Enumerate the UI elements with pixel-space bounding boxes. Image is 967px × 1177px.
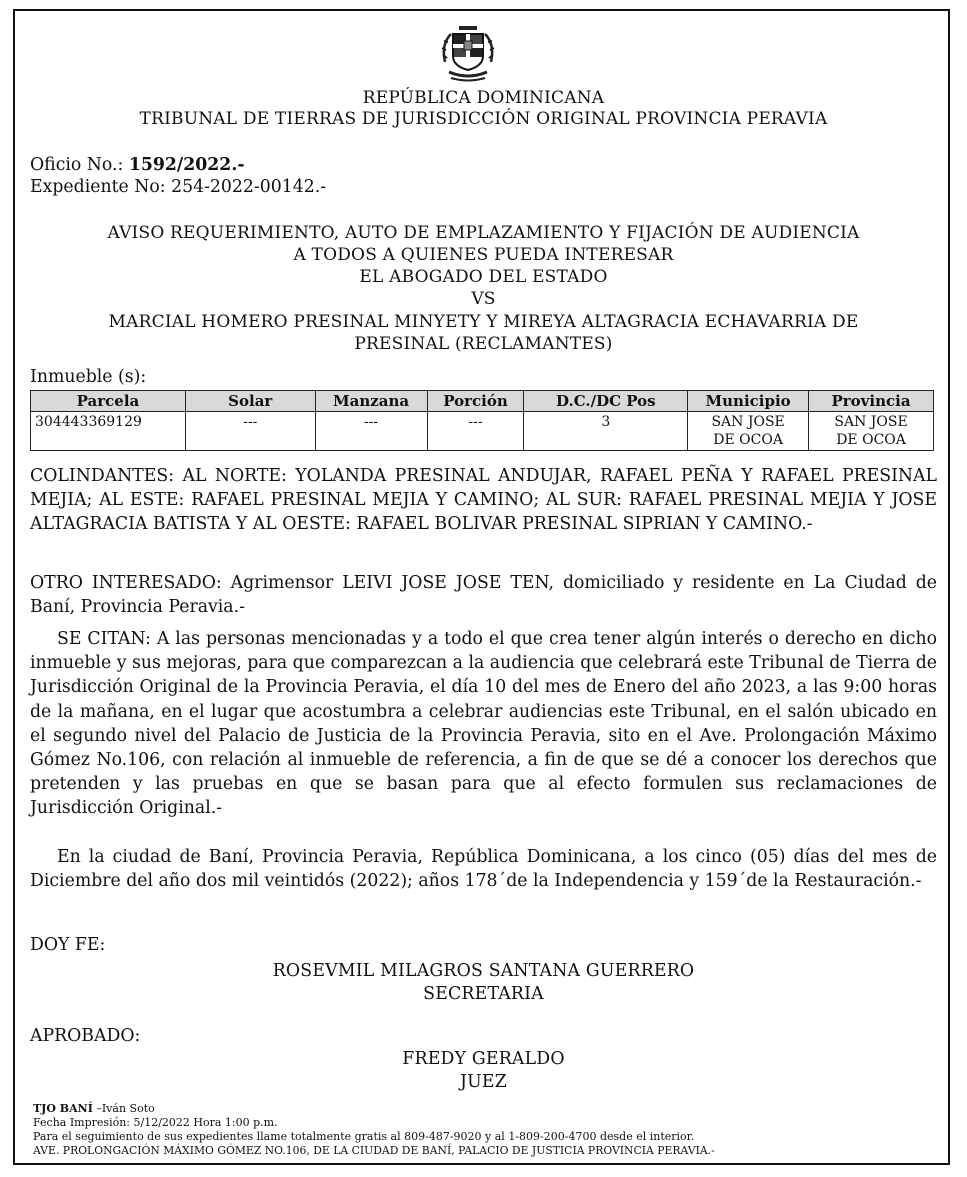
- coat-of-arms-icon: [437, 22, 499, 84]
- title-line-4: VS: [471, 289, 496, 309]
- table-header: Porción: [427, 391, 524, 412]
- oficio-number: 1592/2022.-: [128, 155, 245, 175]
- porcion-cell: ---: [427, 412, 524, 451]
- secretaria-role: SECRETARIA: [423, 984, 544, 1004]
- table-header: D.C./DC Pos: [524, 391, 688, 412]
- provincia-line-2: DE OCOA: [836, 432, 906, 448]
- municipio-cell: [688, 412, 809, 451]
- inmueble-label: Inmueble (s):: [30, 367, 147, 387]
- title-line-2: A TODOS A QUIENES PUEDA INTERESAR: [293, 245, 674, 265]
- oficio-label: Oficio No.:: [30, 155, 129, 175]
- title-line-6: PRESINAL (RECLAMANTES): [354, 334, 613, 354]
- footer-phone-note: Para el seguimiento de sus expedientes llame totalmente gratis al 809-487-9020 y al 1-809-200-4700 desde el interior.: [33, 1130, 695, 1143]
- footer-office-line: [33, 1102, 155, 1115]
- secretaria-name: ROSEVMIL MILAGROS SANTANA GUERRERO: [272, 961, 695, 981]
- fecha-paragraph: En la ciudad de Baní, Provincia Peravia, República Dominicana, a los cinco (05) días del mes de Diciembre del año dos mil veintidós (2022); años 178´de la Independencia y 159´de la Restauración.-: [30, 847, 937, 891]
- solar-cell: ---: [185, 412, 315, 451]
- footer-author: –Iván Soto: [92, 1102, 155, 1115]
- provincia-line-1: SAN JOSE: [834, 414, 908, 430]
- tribunal-heading: TRIBUNAL DE TIERRAS DE JURISDICCIÓN ORIGINAL PROVINCIA PERAVIA: [139, 109, 828, 129]
- doy-fe-label: DOY FE:: [30, 935, 106, 955]
- table-header: Provincia: [809, 391, 934, 412]
- table-header: Solar: [185, 391, 315, 412]
- juez-role: JUEZ: [460, 1072, 507, 1092]
- provincia-cell: [809, 412, 934, 451]
- manzana-cell: ---: [315, 412, 427, 451]
- juez-name: FREDY GERALDO: [402, 1049, 565, 1069]
- se-citan-paragraph: SE CITAN: A las personas mencionadas y a todo el que crea tener algún interés o derecho en dicho inmueble y sus mejoras, para que comparezcan a la audiencia que celebrará este Tribunal de Tierra de Jurisdicción Original de la Provincia Peravia, el día 10 del mes de Enero del año 2023, a las 9:00 horas de la mañana, en el lugar que acostumbra a celebrar audiencias este Tribunal, en el salón ubicado en el segundo nivel del Palacio de Justicia de la Provincia Peravia, sito en el Ave. Prolongación Máximo Gómez No.106, con relación al inmueble de referencia, a fin de que se dé a conocer los derechos que pretenden y las pruebas en que se basan para que al efecto formulen sus reclamaciones de Jurisdicción Original.-: [30, 629, 937, 819]
- country-heading: REPÚBLICA DOMINICANA: [362, 88, 605, 108]
- footer-address: AVE. PROLONGACIÓN MÁXIMO GÓMEZ NO.106, DE LA CIUDAD DE BANÍ, PALACIO DE JUSTICIA PROVINCIA PERAVIA.-: [33, 1144, 715, 1157]
- aprobado-label: APROBADO:: [30, 1026, 141, 1046]
- footer-print-date: Fecha Impresión: 5/12/2022 Hora 1:00 p.m.: [33, 1116, 278, 1129]
- dc-cell: 3: [524, 412, 688, 451]
- colindantes-paragraph: COLINDANTES: AL NORTE: YOLANDA PRESINAL ANDUJAR, RAFAEL PEÑA Y RAFAEL PRESINAL MEJIA; AL ESTE: RAFAEL PRESINAL MEJIA Y CAMINO; AL SUR: RAFAEL PRESINAL MEJIA Y JOSE ALTAGRACIA BATISTA Y AL OESTE: RAFAEL BOLIVAR PRESINAL SIPRIAN Y CAMINO.-: [30, 466, 937, 534]
- title-line-1: AVISO REQUERIMIENTO, AUTO DE EMPLAZAMIENTO Y FIJACIÓN DE AUDIENCIA: [107, 223, 860, 243]
- table-header: Municipio: [688, 391, 809, 412]
- oficio-line: [30, 155, 937, 176]
- title-line-5: MARCIAL HOMERO PRESINAL MINYETY Y MIREYA ALTAGRACIA ECHAVARRIA DE: [108, 312, 859, 332]
- municipio-line-1: SAN JOSE: [711, 414, 785, 430]
- otro-interesado-paragraph: OTRO INTERESADO: Agrimensor LEIVI JOSE JOSE TEN, domiciliado y residente en La Ciudad de Baní, Provincia Peravia.-: [30, 573, 937, 617]
- table-header-row: [31, 391, 934, 412]
- title-line-3: EL ABOGADO DEL ESTADO: [359, 267, 608, 287]
- municipio-line-2: DE OCOA: [713, 432, 783, 448]
- footer-office: TJO BANÍ: [33, 1102, 93, 1115]
- table-row: [31, 412, 934, 451]
- parcela-cell: 304443369129: [31, 412, 186, 451]
- table-header: Manzana: [315, 391, 427, 412]
- property-table: [30, 390, 934, 451]
- table-header: Parcela: [31, 391, 186, 412]
- expediente-line: Expediente No: 254-2022-00142.-: [30, 177, 327, 197]
